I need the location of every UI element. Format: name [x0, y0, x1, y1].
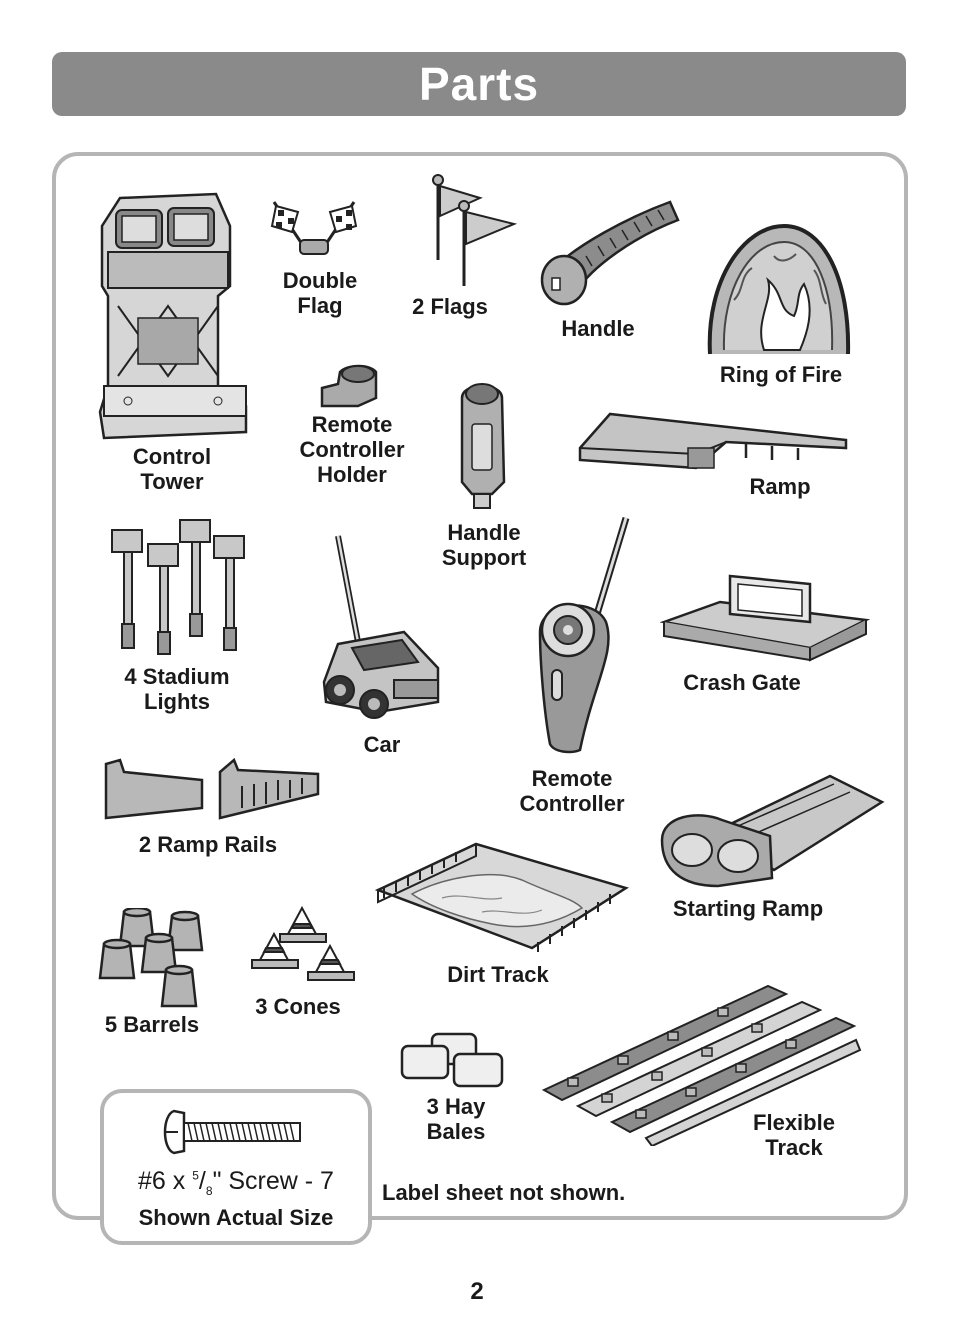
- part-label: 3 Cones: [255, 994, 341, 1019]
- part-label: Remote Controller: [519, 766, 625, 816]
- part-label: Handle Support: [441, 520, 527, 570]
- part-label: Starting Ramp: [672, 896, 824, 921]
- title-banner: [52, 52, 906, 116]
- part-label: Dirt Track: [447, 962, 549, 987]
- screw-fraction-denominator: 8: [205, 1184, 213, 1198]
- page-title: Parts: [418, 58, 540, 110]
- flags-illustration: [426, 172, 518, 294]
- part-label: Control Tower: [132, 444, 212, 494]
- part-label: 2 Flags: [412, 294, 488, 319]
- ramp-illustration: [576, 408, 850, 480]
- dirt-track-illustration: [372, 838, 630, 954]
- part-label: Ramp: [749, 474, 811, 499]
- car-illustration: [318, 532, 446, 724]
- page-number: 2: [470, 1278, 484, 1305]
- hay-bales-illustration: [398, 1030, 506, 1090]
- screw-size-note: Shown Actual Size: [138, 1205, 334, 1230]
- part-label: Ring of Fire: [719, 362, 843, 387]
- handle-illustration: [536, 196, 684, 306]
- part-label: Double Flag: [282, 268, 358, 318]
- part-label: Flexible Track: [753, 1110, 835, 1160]
- ring-of-fire-illustration: [704, 220, 854, 362]
- screw-box: [100, 1089, 372, 1245]
- control-tower-illustration: [98, 186, 250, 444]
- part-label: Car: [363, 732, 401, 757]
- screw-spec-prefix: #6 x: [138, 1167, 193, 1195]
- handle-support-illustration: [454, 378, 512, 512]
- screw-fraction-numerator: 5: [192, 1168, 199, 1183]
- remote-controller-illustration: [530, 512, 642, 756]
- part-label: 3 Hay Bales: [426, 1094, 486, 1144]
- crash-gate-illustration: [660, 572, 870, 664]
- part-label: 4 Stadium Lights: [124, 664, 230, 714]
- ramp-rails-illustration: [102, 756, 324, 826]
- screw-illustration: [160, 1105, 306, 1159]
- part-label: 2 Ramp Rails: [138, 832, 278, 857]
- part-label: Remote Controller Holder: [299, 412, 405, 487]
- cones-illustration: [246, 904, 362, 986]
- part-label: Crash Gate: [683, 670, 801, 695]
- screw-spec: #6 x $^5/_8$" Screw - 7: [138, 1167, 334, 1198]
- part-label: Handle: [561, 316, 635, 341]
- holder-illustration: [318, 362, 382, 410]
- label-sheet-note: Label sheet not shown.: [382, 1180, 626, 1205]
- starting-ramp-illustration: [658, 770, 886, 890]
- barrels-illustration: [98, 908, 210, 1012]
- stadium-lights-illustration: [108, 516, 250, 656]
- part-label: 5 Barrels: [104, 1012, 200, 1037]
- double-flag-illustration: [266, 198, 362, 260]
- screw-spec-suffix: " Screw - 7: [212, 1167, 334, 1195]
